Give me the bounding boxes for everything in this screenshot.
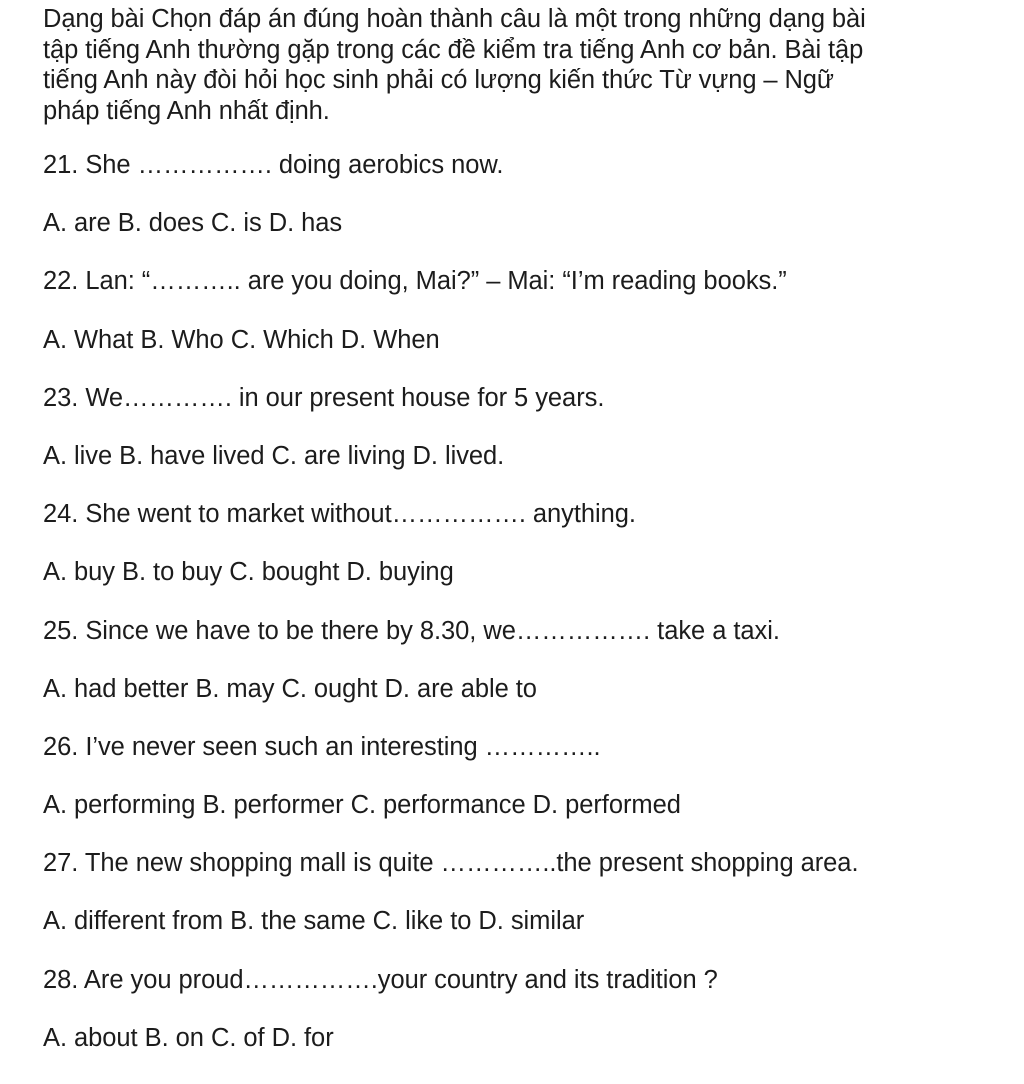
question-text: 25. Since we have to be there by 8.30, we……………. take a taxi. bbox=[43, 616, 780, 645]
question-text: 27. The new shopping mall is quite …………..the present shopping area. bbox=[43, 849, 859, 878]
answer-options: A. What B. Who C. Which D. When bbox=[43, 325, 440, 354]
intro-line: tiếng Anh này đòi hỏi học sinh phải có lượng kiến thức Từ vựng – Ngữ bbox=[43, 66, 834, 94]
intro-line: pháp tiếng Anh nhất định. bbox=[43, 96, 330, 125]
intro-line: Dạng bài Chọn đáp án đúng hoàn thành câu là một trong những dạng bài bbox=[43, 5, 866, 33]
answer-options: A. live B. have lived C. are living D. lived. bbox=[43, 441, 505, 470]
answer-options: A. different from B. the same C. like to D. similar bbox=[43, 907, 585, 936]
intro-line: tập tiếng Anh thường gặp trong các đề kiểm tra tiếng Anh cơ bản. Bài tập bbox=[43, 35, 864, 64]
question-text: 22. Lan: “……….. are you doing, Mai?” – Mai: “I’m reading books.” bbox=[43, 267, 787, 296]
answer-options: A. performing B. performer C. performance D. performed bbox=[43, 791, 681, 820]
question-text: 21. She ……………. doing aerobics now. bbox=[43, 151, 504, 179]
answer-options: A. are B. does C. is D. has bbox=[43, 209, 343, 238]
document-page bbox=[43, 4, 1003, 1081]
answer-options: A. had better B. may C. ought D. are able to bbox=[43, 674, 537, 703]
intro-paragraph bbox=[43, 4, 1003, 126]
question-list bbox=[43, 150, 1003, 1081]
question-text: 23. We…………. in our present house for 5 years. bbox=[43, 383, 605, 412]
answer-options: A. about B. on C. of D. for bbox=[43, 1023, 334, 1052]
question-text: 26. I’ve never seen such an interesting ………….. bbox=[43, 732, 601, 761]
answer-options: A. buy B. to buy C. bought D. buying bbox=[43, 558, 454, 587]
question-text: 28. Are you proud…………….your country and its tradition ? bbox=[43, 965, 718, 994]
question-text: 24. She went to market without……………. anything. bbox=[43, 500, 636, 529]
